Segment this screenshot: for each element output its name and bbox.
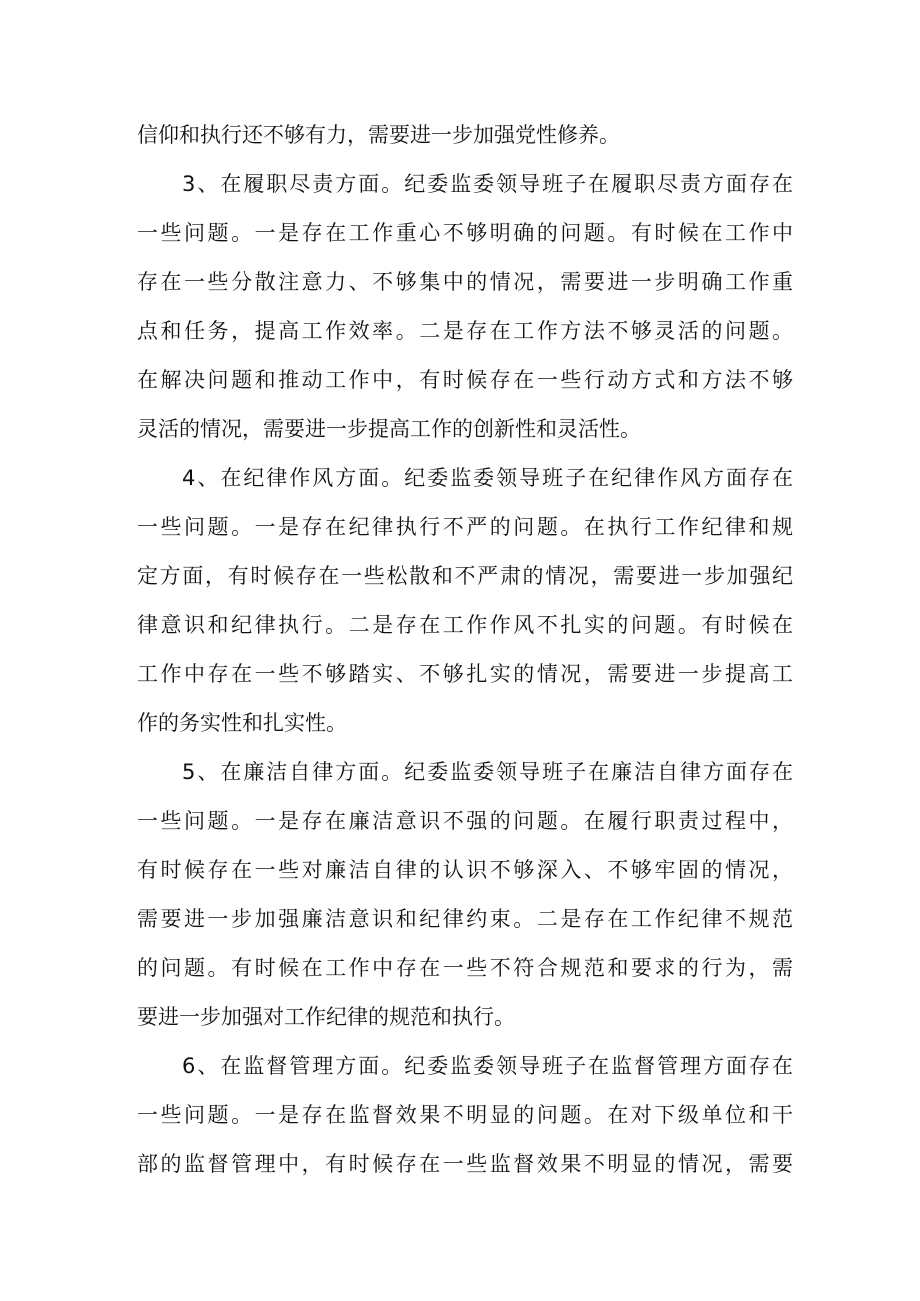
text-line-5: 点和任务，提高工作效率。二是存在工作方法不够灵活的问题。 xyxy=(137,319,793,343)
section-5-heading-line: 5、在廉洁自律方面。纪委监委领导班子在廉洁自律方面存在 xyxy=(182,760,793,784)
text-line-12: 工作中存在一些不够踏实、不够扎实的情况，需要进一步提高工 xyxy=(137,662,793,686)
section-3-heading-line: 3、在履职尽责方面。纪委监委领导班子在履职尽责方面存在 xyxy=(182,172,793,196)
text-line-19: 要进一步加强对工作纪律的规范和执行。 xyxy=(137,1005,515,1029)
text-line-10: 定方面，有时候存在一些松散和不严肃的情况，需要进一步加强纪 xyxy=(137,564,793,588)
text-line-9: 一些问题。一是存在纪律执行不严的问题。在执行工作纪律和规 xyxy=(137,515,793,539)
text-line-4: 存在一些分散注意力、不够集中的情况，需要进一步明确工作重 xyxy=(137,270,793,294)
text-line-22: 部的监督管理中，有时候存在一些监督效果不明显的情况，需要 xyxy=(137,1152,793,1176)
text-line-6: 在解决问题和推动工作中，有时候存在一些行动方式和方法不够 xyxy=(137,368,793,392)
text-line-7: 灵活的情况，需要进一步提高工作的创新性和灵活性。 xyxy=(137,417,641,441)
text-line-17: 需要进一步加强廉洁意识和纪律约束。二是存在工作纪律不规范 xyxy=(137,907,793,931)
text-line-16: 有时候存在一些对廉洁自律的认识不够深入、不够牢固的情况， xyxy=(137,858,793,882)
section-4-heading-line: 4、在纪律作风方面。纪委监委领导班子在纪律作风方面存在 xyxy=(182,466,793,490)
section-6-heading-line: 6、在监督管理方面。纪委监委领导班子在监督管理方面存在 xyxy=(182,1054,793,1078)
text-line-18: 的问题。有时候在工作中存在一些不符合规范和要求的行为，需 xyxy=(137,956,793,980)
text-line-15: 一些问题。一是存在廉洁意识不强的问题。在履行职责过程中， xyxy=(137,809,793,833)
text-line-21: 一些问题。一是存在监督效果不明显的问题。在对下级单位和干 xyxy=(137,1103,793,1127)
text-line-3: 一些问题。一是存在工作重心不够明确的问题。有时候在工作中 xyxy=(137,221,793,245)
text-line-13: 作的务实性和扎实性。 xyxy=(137,711,347,735)
text-line-11: 律意识和纪律执行。二是存在工作作风不扎实的问题。有时候在 xyxy=(137,613,793,637)
text-line-1: 信仰和执行还不够有力，需要进一步加强党性修养。 xyxy=(137,123,620,147)
